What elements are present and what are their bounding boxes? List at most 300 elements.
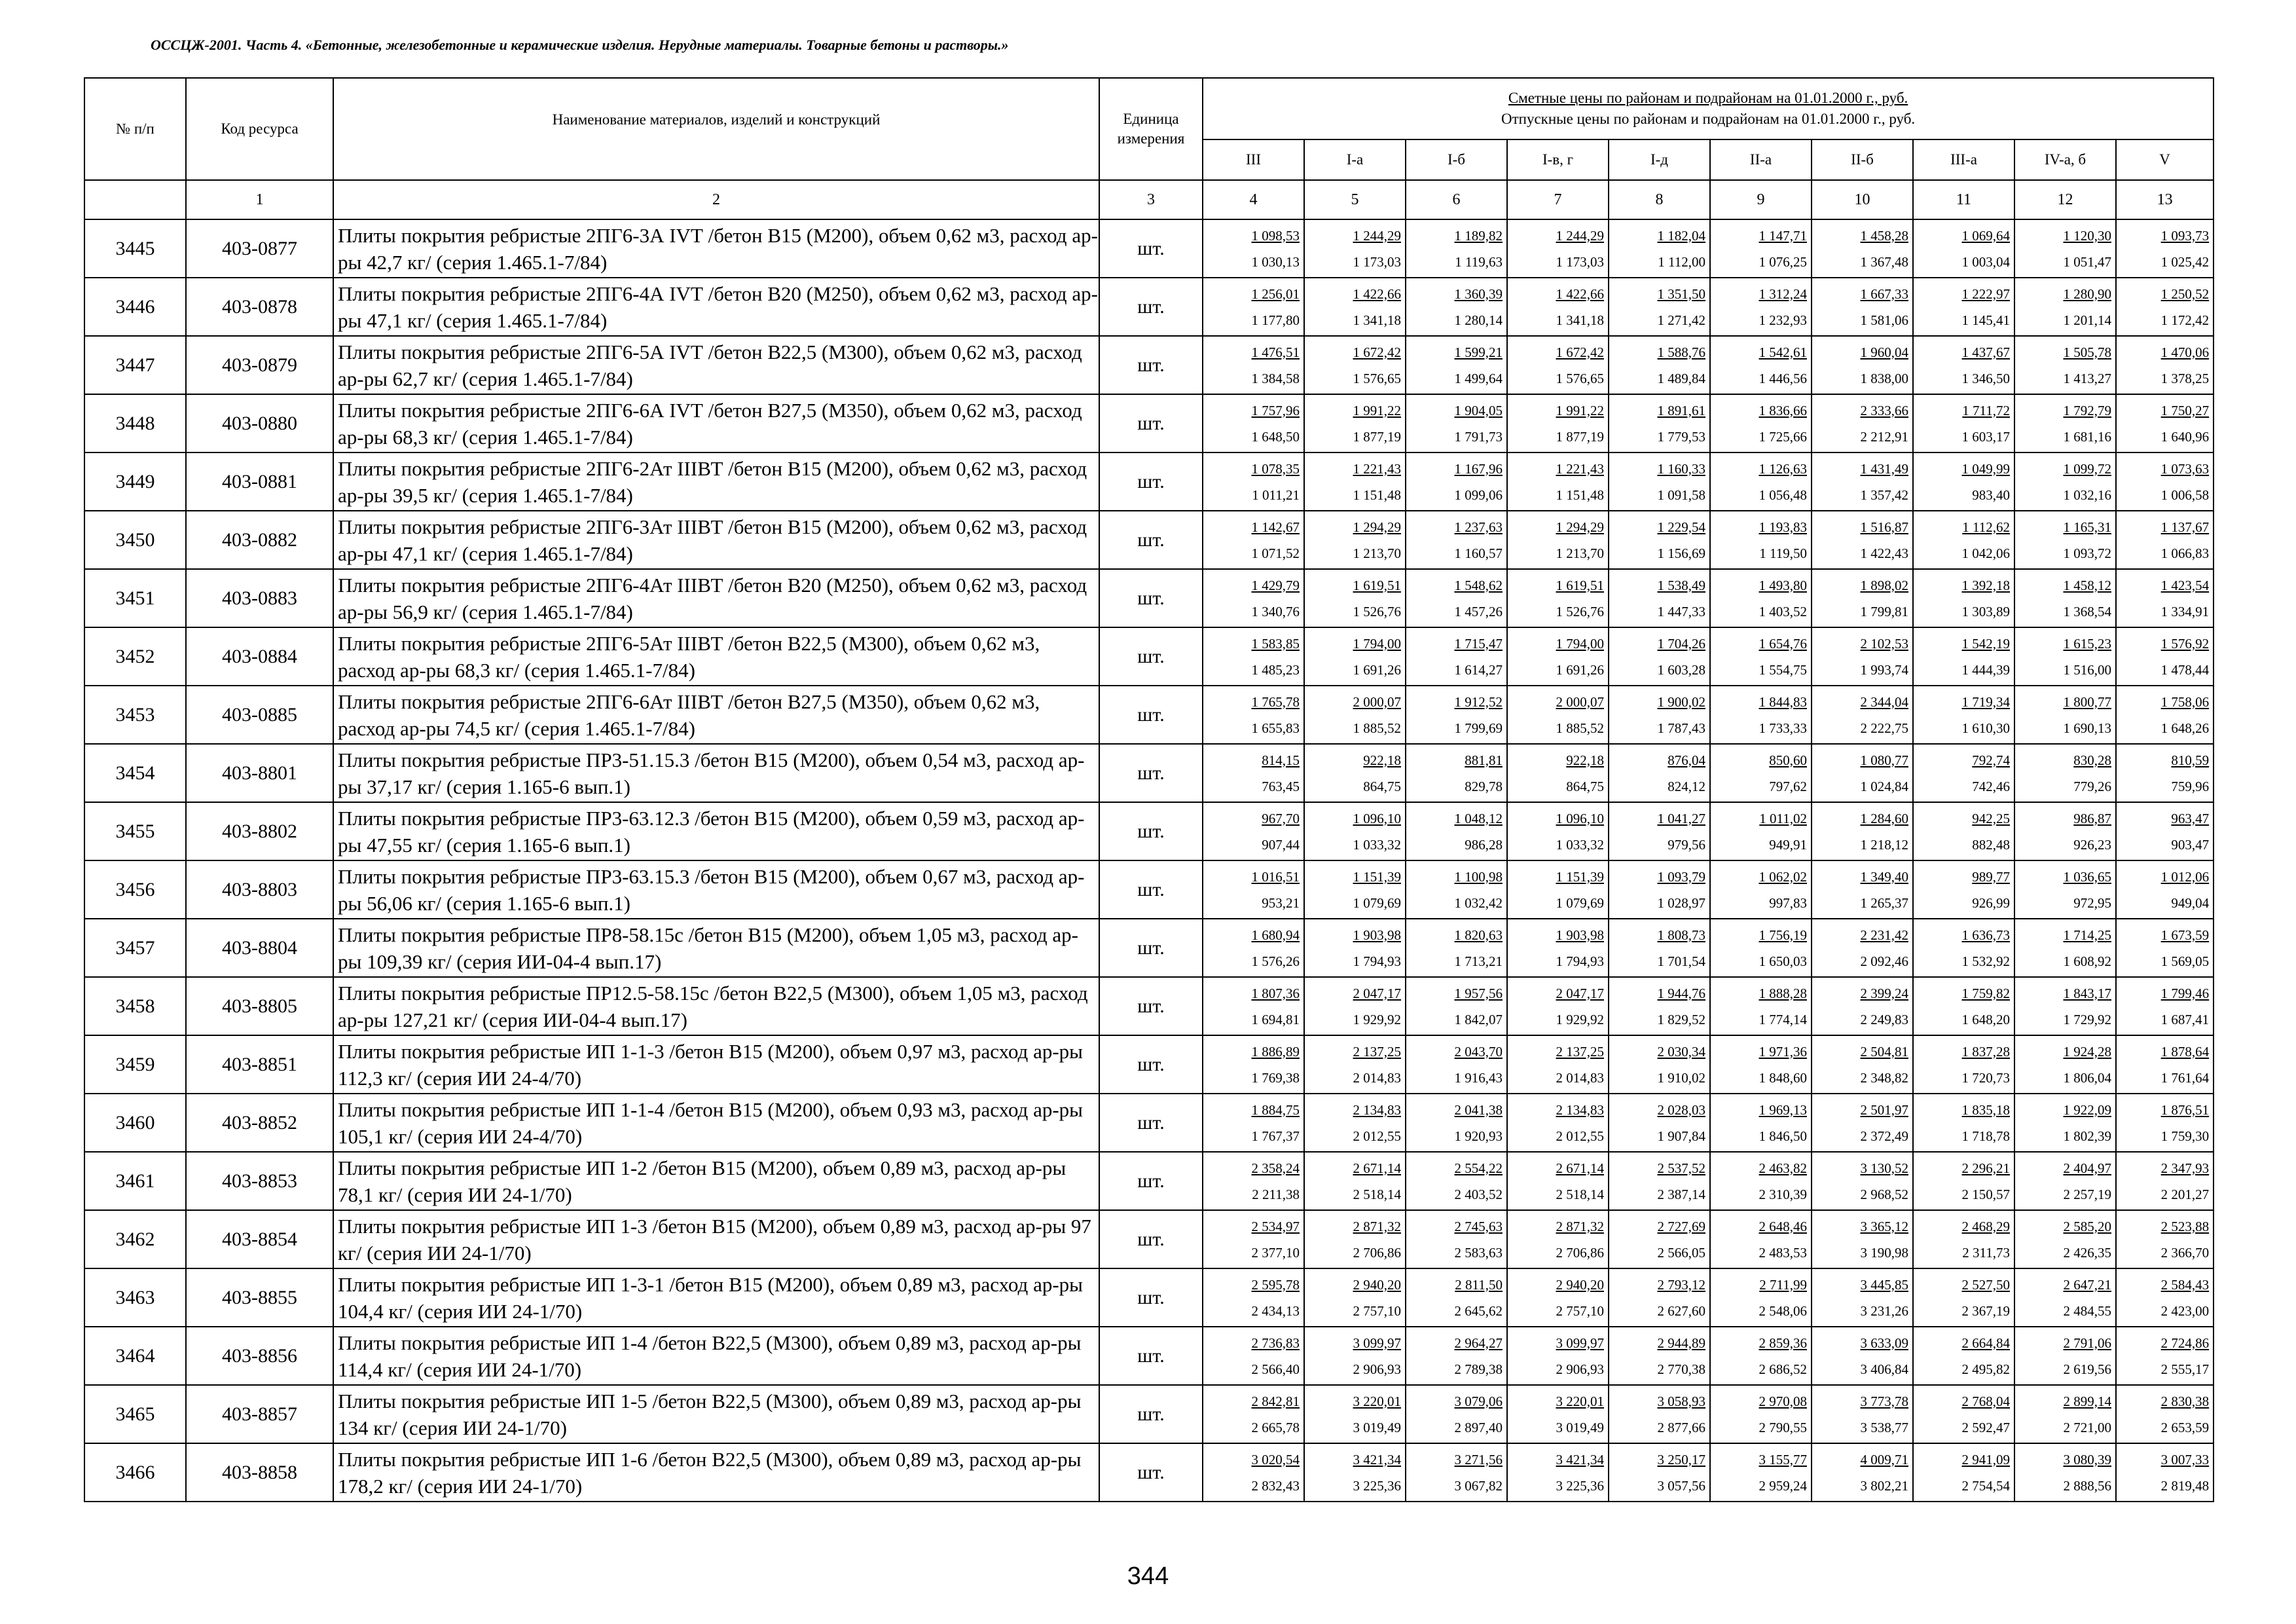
release-price: 1 655,83 <box>1251 720 1300 736</box>
unit: шт. <box>1099 1094 1203 1152</box>
estimated-price: 3 421,34 <box>1556 1451 1604 1467</box>
release-price: 1 576,26 <box>1251 953 1300 969</box>
release-price: 2 566,40 <box>1251 1361 1300 1377</box>
price-cell <box>2116 336 2214 394</box>
estimated-price: 3 271,56 <box>1454 1451 1503 1467</box>
release-price: 1 910,02 <box>1657 1069 1705 1086</box>
release-price: 1 774,14 <box>1758 1011 1807 1027</box>
material-name: Плиты покрытия ребристые ПР8-58.15с /бетон В15 (М200), объем 1,05 м3, расход ар-ры 109,39 кг/ (серия ИИ-04-4 вып.17) <box>333 919 1099 977</box>
estimated-price: 1 808,73 <box>1657 927 1705 943</box>
row-number: 3461 <box>84 1152 186 1210</box>
release-price: 1 720,73 <box>1961 1069 2010 1086</box>
estimated-price: 1 900,02 <box>1657 693 1705 710</box>
release-price: 1 341,18 <box>1556 312 1604 328</box>
price-cell <box>1812 919 1913 977</box>
release-price: 1 554,75 <box>1758 661 1807 678</box>
row-number: 3459 <box>84 1035 186 1094</box>
estimated-price: 1 100,98 <box>1454 868 1503 885</box>
release-price: 1 368,54 <box>2063 603 2111 619</box>
price-cell <box>1203 860 1304 919</box>
estimated-price: 1 142,67 <box>1251 519 1300 535</box>
release-price: 1 076,25 <box>1758 253 1807 270</box>
material-name: Плиты покрытия ребристые ИП 1-4 /бетон В22,5 (М300), объем 0,89 м3, расход ар-ры 114,4 кг/ (серия ИИ 24-1/70) <box>333 1327 1099 1385</box>
estimated-price: 1 505,78 <box>2063 344 2111 360</box>
release-price: 1 030,13 <box>1251 253 1300 270</box>
estimated-price: 1 294,29 <box>1353 519 1401 535</box>
release-price: 1 334,91 <box>2160 603 2210 619</box>
estimated-price: 3 130,52 <box>1860 1160 1908 1176</box>
estimated-price: 3 421,34 <box>1353 1451 1401 1467</box>
release-price: 2 348,82 <box>1860 1069 1908 1086</box>
release-price: 1 151,48 <box>1556 487 1604 503</box>
estimated-price: 1 458,28 <box>1860 227 1908 244</box>
release-price: 2 377,10 <box>1251 1244 1300 1261</box>
price-cell <box>1913 686 2014 744</box>
price-cell <box>2014 744 2116 802</box>
row-number: 3447 <box>84 336 186 394</box>
estimated-price: 986,87 <box>2073 810 2111 826</box>
price-cell <box>1609 336 1710 394</box>
estimated-price: 1 120,30 <box>2063 227 2111 244</box>
estimated-price: 2 811,50 <box>1455 1276 1503 1293</box>
price-cell <box>1507 860 1609 919</box>
estimated-price: 3 080,39 <box>2063 1451 2111 1467</box>
release-price: 1 648,50 <box>1251 428 1300 445</box>
unit: шт. <box>1099 860 1203 919</box>
row-number: 3448 <box>84 394 186 452</box>
estimated-price: 1 912,52 <box>1454 693 1503 710</box>
estimated-price: 1 049,99 <box>1961 460 2010 477</box>
unit: шт. <box>1099 919 1203 977</box>
row-number: 3465 <box>84 1385 186 1443</box>
estimated-price: 2 404,97 <box>2063 1160 2111 1176</box>
price-cell <box>2116 394 2214 452</box>
material-name: Плиты покрытия ребристые 2ПГ6-6Ат IIIВТ /бетон В27,5 (М350), объем 0,62 м3, расход ар-ры 74,5 кг/ (серия 1.465.1-7/84) <box>333 686 1099 744</box>
estimated-price: 1 835,18 <box>1961 1101 2010 1118</box>
row-number: 3452 <box>84 627 186 686</box>
unit: шт. <box>1099 1443 1203 1502</box>
price-cell <box>2014 1327 2116 1385</box>
release-price: 2 819,48 <box>2160 1477 2210 1494</box>
estimated-price: 2 768,04 <box>1961 1393 2010 1409</box>
estimated-price: 1 360,39 <box>1454 286 1503 302</box>
estimated-price: 1 458,12 <box>2063 577 2111 593</box>
price-cell <box>1203 511 1304 569</box>
release-price: 1 478,44 <box>2160 661 2210 678</box>
estimated-price: 2 647,21 <box>2063 1276 2111 1293</box>
release-price: 797,62 <box>1769 778 1807 794</box>
price-cell <box>1406 860 1507 919</box>
price-cell <box>1203 802 1304 860</box>
estimated-price: 922,18 <box>1566 752 1604 768</box>
material-name: Плиты покрытия ребристые ПР3-63.15.3 /бетон В15 (М200), объем 0,67 м3, расход ар-ры 56,06 кг/ (серия 1.165-6 вып.1) <box>333 860 1099 919</box>
price-cell <box>1406 394 1507 452</box>
estimated-price: 2 537,52 <box>1657 1160 1705 1176</box>
release-price: 1 145,41 <box>1961 312 2010 328</box>
estimated-price: 1 969,13 <box>1758 1101 1807 1118</box>
estimated-price: 2 671,14 <box>1556 1160 1604 1176</box>
estimated-price: 1 711,72 <box>1962 402 2010 418</box>
column-number: 13 <box>2116 180 2214 219</box>
release-price: 1 280,14 <box>1454 312 1503 328</box>
release-price: 759,96 <box>2171 778 2210 794</box>
region-header: II-б <box>1812 139 1913 180</box>
price-cell <box>1507 278 1609 336</box>
estimated-price: 1 048,12 <box>1454 810 1503 826</box>
release-price: 3 067,82 <box>1454 1477 1503 1494</box>
table-row <box>84 1327 2214 1385</box>
estimated-price: 1 423,54 <box>2160 577 2210 593</box>
price-cell <box>1710 627 1812 686</box>
release-price: 2 403,52 <box>1454 1186 1503 1202</box>
estimated-price: 2 941,09 <box>1961 1451 2010 1467</box>
estimated-price: 1 820,63 <box>1454 927 1503 943</box>
release-price: 1 079,69 <box>1556 895 1604 911</box>
price-cell <box>1812 569 1913 627</box>
release-price: 1 842,07 <box>1454 1011 1503 1027</box>
price-cell <box>1203 1094 1304 1152</box>
release-price: 2 583,63 <box>1454 1244 1503 1261</box>
price-cell <box>1304 1327 1406 1385</box>
release-price: 1 569,05 <box>2160 953 2210 969</box>
release-price: 1 025,42 <box>2160 253 2210 270</box>
unit: шт. <box>1099 511 1203 569</box>
release-price: 1 024,84 <box>1860 778 1908 794</box>
col-name-header: Наименование материалов, изделий и конструкций <box>333 78 1099 180</box>
estimated-price: 2 940,20 <box>1353 1276 1401 1293</box>
price-cell <box>1507 1035 1609 1094</box>
price-cell <box>2014 1152 2116 1210</box>
price-cell <box>2116 511 2214 569</box>
estimated-price: 2 736,83 <box>1251 1335 1300 1351</box>
release-price: 1 003,04 <box>1961 253 2010 270</box>
price-cell <box>1507 627 1609 686</box>
price-cell <box>1710 569 1812 627</box>
estimated-price: 1 888,28 <box>1758 985 1807 1001</box>
release-price: 1 201,14 <box>2063 312 2111 328</box>
price-cell <box>1812 1152 1913 1210</box>
price-cell <box>1913 511 2014 569</box>
price-cell <box>1507 802 1609 860</box>
release-price: 1 151,48 <box>1353 487 1401 503</box>
estimated-price: 1 884,75 <box>1251 1101 1300 1118</box>
release-price: 1 526,76 <box>1556 603 1604 619</box>
price-cell <box>1406 1210 1507 1268</box>
column-number: 12 <box>2014 180 2116 219</box>
price-cell <box>2014 219 2116 278</box>
resource-code: 403-8856 <box>186 1327 333 1385</box>
estimated-price: 1 807,36 <box>1251 985 1300 1001</box>
price-cell <box>1913 802 2014 860</box>
estimated-price: 1 244,29 <box>1353 227 1401 244</box>
estimated-price: 2 134,83 <box>1556 1101 1604 1118</box>
unit: шт. <box>1099 1210 1203 1268</box>
release-price: 1 177,80 <box>1251 312 1300 328</box>
release-price: 1 614,27 <box>1454 661 1503 678</box>
release-price: 1 516,00 <box>2063 661 2111 678</box>
release-price: 1 907,84 <box>1657 1128 1705 1144</box>
estimated-price: 1 250,52 <box>2160 286 2210 302</box>
estimated-price: 1 715,47 <box>1454 635 1503 652</box>
estimated-price: 2 358,24 <box>1251 1160 1300 1176</box>
price-cell <box>1913 569 2014 627</box>
price-cell <box>1710 1385 1812 1443</box>
price-cell <box>1609 1443 1710 1502</box>
release-price: 2 906,93 <box>1353 1361 1401 1377</box>
release-price: 2 483,53 <box>1758 1244 1807 1261</box>
release-price: 1 838,00 <box>1860 370 1908 386</box>
document-header: ОССЦЖ-2001. Часть 4. «Бетонные, железобетонные и керамические изделия. Нерудные материалы. Товарные бетоны и растворы.» <box>151 37 1009 53</box>
release-price: 1 042,06 <box>1961 545 2010 561</box>
estimated-price: 922,18 <box>1363 752 1401 768</box>
price-cell <box>1304 1268 1406 1327</box>
estimated-price: 1 844,83 <box>1758 693 1807 710</box>
estimated-price: 1 619,51 <box>1353 577 1401 593</box>
estimated-price: 2 501,97 <box>1860 1101 1908 1118</box>
release-price: 2 592,47 <box>1961 1419 2010 1435</box>
price-cell <box>1304 686 1406 744</box>
column-number: 8 <box>1609 180 1710 219</box>
price-cell <box>1507 1210 1609 1268</box>
release-price: 2 310,39 <box>1758 1186 1807 1202</box>
release-price: 949,91 <box>1769 836 1807 853</box>
estimated-price: 1 615,23 <box>2063 635 2111 652</box>
estimated-price: 1 542,61 <box>1758 344 1807 360</box>
release-price: 1 608,92 <box>2063 953 2111 969</box>
release-price: 2 014,83 <box>1353 1069 1401 1086</box>
page-number: 344 <box>1127 1562 1169 1590</box>
estimated-price: 3 099,97 <box>1353 1335 1401 1351</box>
price-cell <box>1812 1327 1913 1385</box>
unit: шт. <box>1099 219 1203 278</box>
release-price: 1 341,18 <box>1353 312 1401 328</box>
row-number: 3446 <box>84 278 186 336</box>
row-number: 3457 <box>84 919 186 977</box>
release-price: 2 426,35 <box>2063 1244 2111 1261</box>
estimated-price: 2 584,43 <box>2160 1276 2210 1293</box>
estimated-price: 1 944,76 <box>1657 985 1705 1001</box>
price-cell <box>1913 1152 2014 1210</box>
release-price: 1 367,48 <box>1860 253 1908 270</box>
release-price: 1 691,26 <box>1353 661 1401 678</box>
price-cell <box>1812 511 1913 569</box>
estimated-price: 1 165,31 <box>2063 519 2111 535</box>
estimated-price: 1 672,42 <box>1556 344 1604 360</box>
release-price: 2 495,82 <box>1961 1361 2010 1377</box>
estimated-price: 2 585,20 <box>2063 1218 2111 1234</box>
table-row <box>84 686 2214 744</box>
price-cell <box>2014 1035 2116 1094</box>
estimated-price: 1 759,82 <box>1961 985 2010 1001</box>
price-cell <box>1203 394 1304 452</box>
estimated-price: 1 636,73 <box>1961 927 2010 943</box>
price-cell <box>2116 627 2214 686</box>
material-name: Плиты покрытия ребристые 2ПГ6-3А IVТ /бетон В15 (М200), объем 0,62 м3, расход ар-ры 42,7 кг/ (серия 1.465.1-7/84) <box>333 219 1099 278</box>
resource-code: 403-0881 <box>186 452 333 511</box>
price-cell <box>1913 744 2014 802</box>
table-row <box>84 1210 2214 1268</box>
price-cell <box>2116 1035 2214 1094</box>
price-cell <box>1710 1268 1812 1327</box>
estimated-price: 2 344,04 <box>1860 693 1908 710</box>
table-row <box>84 278 2214 336</box>
price-cell <box>1913 452 2014 511</box>
release-price: 2 757,10 <box>1556 1302 1604 1319</box>
row-number: 3456 <box>84 860 186 919</box>
release-price: 1 119,50 <box>1759 545 1807 561</box>
material-name: Плиты покрытия ребристые 2ПГ6-5А IVТ /бетон В22,5 (М300), объем 0,62 м3, расход ар-ры 62,7 кг/ (серия 1.465.1-7/84) <box>333 336 1099 394</box>
estimated-price: 1 069,64 <box>1961 227 2010 244</box>
price-cell <box>1406 569 1507 627</box>
release-price: 1 802,39 <box>2063 1128 2111 1144</box>
unit: шт. <box>1099 394 1203 452</box>
estimated-price: 1 756,19 <box>1758 927 1807 943</box>
estimated-price: 1 422,66 <box>1556 286 1604 302</box>
price-cell <box>2116 919 2214 977</box>
estimated-price: 1 898,02 <box>1860 577 1908 593</box>
estimated-price: 1 599,21 <box>1454 344 1503 360</box>
price-cell <box>1609 977 1710 1035</box>
table-row <box>84 1094 2214 1152</box>
release-price: 1 603,17 <box>1961 428 2010 445</box>
price-cell <box>2014 627 2116 686</box>
price-cell <box>1812 744 1913 802</box>
resource-code: 403-8857 <box>186 1385 333 1443</box>
release-price: 1 794,93 <box>1556 953 1604 969</box>
estimated-price: 967,70 <box>1262 810 1300 826</box>
estimated-price: 1 312,24 <box>1758 286 1807 302</box>
price-cell <box>1913 1094 2014 1152</box>
release-price: 1 340,76 <box>1251 603 1300 619</box>
release-price: 1 173,03 <box>1556 253 1604 270</box>
region-header: III <box>1203 139 1304 180</box>
resource-code: 403-8803 <box>186 860 333 919</box>
price-cell <box>1406 1268 1507 1327</box>
estimated-price: 1 221,43 <box>1556 460 1604 477</box>
release-price: 824,12 <box>1667 778 1705 794</box>
release-price: 1 885,52 <box>1353 720 1401 736</box>
estimated-price: 1 437,67 <box>1961 344 2010 360</box>
price-cell <box>1710 1152 1812 1210</box>
estimated-price: 1 221,43 <box>1353 460 1401 477</box>
estimated-price: 1 476,51 <box>1251 344 1300 360</box>
estimated-price: 2 534,97 <box>1251 1218 1300 1234</box>
price-cell <box>1406 1094 1507 1152</box>
price-cell <box>2014 860 2116 919</box>
release-price: 2 518,14 <box>1353 1186 1401 1202</box>
price-cell <box>2116 1268 2214 1327</box>
column-number: 9 <box>1710 180 1812 219</box>
release-price: 1 091,58 <box>1657 487 1705 503</box>
unit: шт. <box>1099 977 1203 1035</box>
price-cell <box>1710 394 1812 452</box>
release-price: 1 581,06 <box>1860 312 1908 328</box>
release-price: 763,45 <box>1262 778 1300 794</box>
price-cell <box>2116 278 2214 336</box>
row-number: 3466 <box>84 1443 186 1502</box>
release-price: 1 357,42 <box>1860 487 1908 503</box>
resource-code: 403-0880 <box>186 394 333 452</box>
column-number: 3 <box>1099 180 1203 219</box>
price-cell <box>1609 1094 1710 1152</box>
price-cell <box>1913 919 2014 977</box>
estimated-price: 2 724,86 <box>2160 1335 2210 1351</box>
estimated-price: 3 220,01 <box>1353 1393 1401 1409</box>
estimated-price: 881,81 <box>1465 752 1503 768</box>
material-name: Плиты покрытия ребристые 2ПГ6-4А IVТ /бетон В20 (М250), объем 0,62 м3, расход ар-ры 47,1 кг/ (серия 1.465.1-7/84) <box>333 278 1099 336</box>
price-cell <box>1710 1094 1812 1152</box>
release-price: 2 211,38 <box>1252 1186 1300 1202</box>
estimated-price: 1 794,00 <box>1353 635 1401 652</box>
resource-code: 403-0878 <box>186 278 333 336</box>
estimated-price: 1 680,94 <box>1251 927 1300 943</box>
region-header: IV-а, б <box>2014 139 2116 180</box>
price-cell <box>1507 1385 1609 1443</box>
material-name: Плиты покрытия ребристые 2ПГ6-6А IVТ /бетон В27,5 (М350), объем 0,62 м3, расход ар-ры 68,3 кг/ (серия 1.465.1-7/84) <box>333 394 1099 452</box>
price-cell <box>1406 744 1507 802</box>
release-price: 2 770,38 <box>1657 1361 1705 1377</box>
unit: шт. <box>1099 802 1203 860</box>
release-price: 1 112,00 <box>1658 253 1705 270</box>
release-price: 2 645,62 <box>1454 1302 1503 1319</box>
release-price: 2 548,06 <box>1758 1302 1807 1319</box>
row-number: 3463 <box>84 1268 186 1327</box>
price-cell <box>1203 1152 1304 1210</box>
estimated-price: 1 903,98 <box>1353 927 1401 943</box>
release-price: 1 403,52 <box>1758 603 1807 619</box>
col-num-header: № п/п <box>84 78 186 180</box>
estimated-price: 1 876,51 <box>2160 1101 2210 1118</box>
resource-code: 403-8804 <box>186 919 333 977</box>
row-number: 3445 <box>84 219 186 278</box>
release-price: 2 367,19 <box>1961 1302 2010 1319</box>
release-price: 2 789,38 <box>1454 1361 1503 1377</box>
release-price: 1 119,63 <box>1455 253 1503 270</box>
material-name: Плиты покрытия ребристые 2ПГ6-5Ат IIIВТ /бетон В22,5 (М300), объем 0,62 м3, расход ар-ры 68,3 кг/ (серия 1.465.1-7/84) <box>333 627 1099 686</box>
release-price: 983,40 <box>1972 487 2010 503</box>
release-price: 1 051,47 <box>2063 253 2111 270</box>
release-price: 2 222,75 <box>1860 720 1908 736</box>
estimated-price: 1 836,66 <box>1758 402 1807 418</box>
price-cell <box>1507 1327 1609 1385</box>
estimated-price: 2 859,36 <box>1758 1335 1807 1351</box>
price-cell <box>1913 336 2014 394</box>
price-cell <box>1406 219 1507 278</box>
price-cell <box>1203 977 1304 1035</box>
price-cell <box>1710 219 1812 278</box>
resource-code: 403-8802 <box>186 802 333 860</box>
release-price: 1 011,21 <box>1252 487 1300 503</box>
release-price: 3 406,84 <box>1860 1361 1908 1377</box>
estimated-price: 2 830,38 <box>2160 1393 2210 1409</box>
estimated-price: 2 399,24 <box>1860 985 1908 1001</box>
price-cell <box>1406 1327 1507 1385</box>
table-row <box>84 860 2214 919</box>
price-cell <box>1710 744 1812 802</box>
release-price: 2 014,83 <box>1556 1069 1604 1086</box>
estimated-price: 1 137,67 <box>2160 519 2210 535</box>
estimated-price: 1 548,62 <box>1454 577 1503 593</box>
estimated-price: 1 256,01 <box>1251 286 1300 302</box>
release-price: 2 566,05 <box>1657 1244 1705 1261</box>
unit: шт. <box>1099 686 1203 744</box>
estimated-price: 2 296,21 <box>1961 1160 2010 1176</box>
estimated-price: 2 030,34 <box>1657 1043 1705 1060</box>
price-cell <box>1304 802 1406 860</box>
price-cell <box>1304 919 1406 977</box>
release-price: 3 190,98 <box>1860 1244 1908 1261</box>
release-price: 2 249,83 <box>1860 1011 1908 1027</box>
